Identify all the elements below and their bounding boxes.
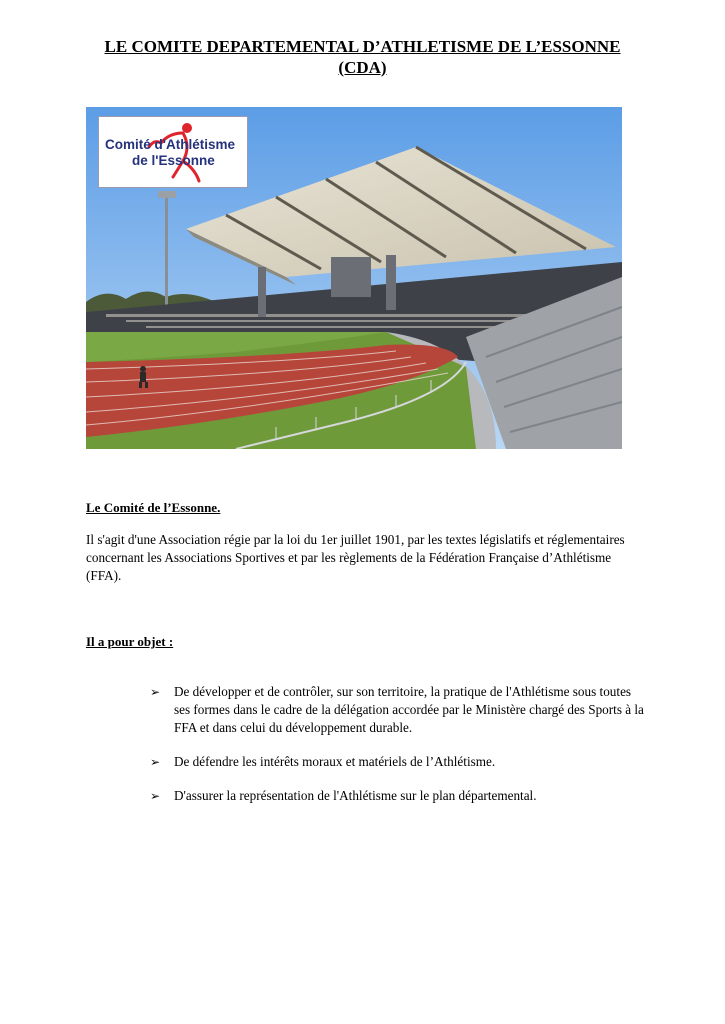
logo-text-line-1: Comité d'Athlétisme (105, 137, 235, 152)
title-line-1: LE COMITE DEPARTEMENTAL D’ATHLETISME DE L’ESSONNE (104, 37, 621, 56)
arrow-bullet-icon: ➢ (150, 685, 161, 699)
list-item-text: D'assurer la représentation de l'Athlétisme sur le plan départemental. (174, 788, 537, 803)
section-heading-committee: Le Comité de l’Essonne. (86, 500, 221, 515)
list-item-text: De défendre les intérêts moraux et matériels de l’Athlétisme. (174, 754, 496, 769)
document-title (60, 36, 665, 78)
stadium-photo (86, 107, 622, 449)
list-item (150, 683, 650, 737)
committee-paragraph: Il s'agit d'une Association régie par la loi du 1er juillet 1901, par les textes législatifs et réglementaires concernant les Associations Sportives et par les règlements de la Fédération Française d’Athlétisme (FFA). (86, 532, 625, 583)
cda-logo (98, 116, 248, 188)
list-item (150, 753, 650, 771)
arrow-bullet-icon: ➢ (150, 755, 161, 769)
title-line-2: (CDA) (338, 58, 387, 77)
list-item-text: De développer et de contrôler, sur son territoire, la pratique de l'Athlétisme sous toutes ses formes dans le cadre de la délégation accordée par le Ministère chargé des Sports à la FFA et dans celui du développement durable. (174, 684, 644, 735)
purpose-list (150, 683, 650, 821)
section-heading-purpose: Il a pour objet : (86, 634, 174, 649)
arrow-bullet-icon: ➢ (150, 789, 161, 803)
logo-text-line-2: de l'Essonne (132, 153, 215, 168)
list-item (150, 787, 650, 805)
